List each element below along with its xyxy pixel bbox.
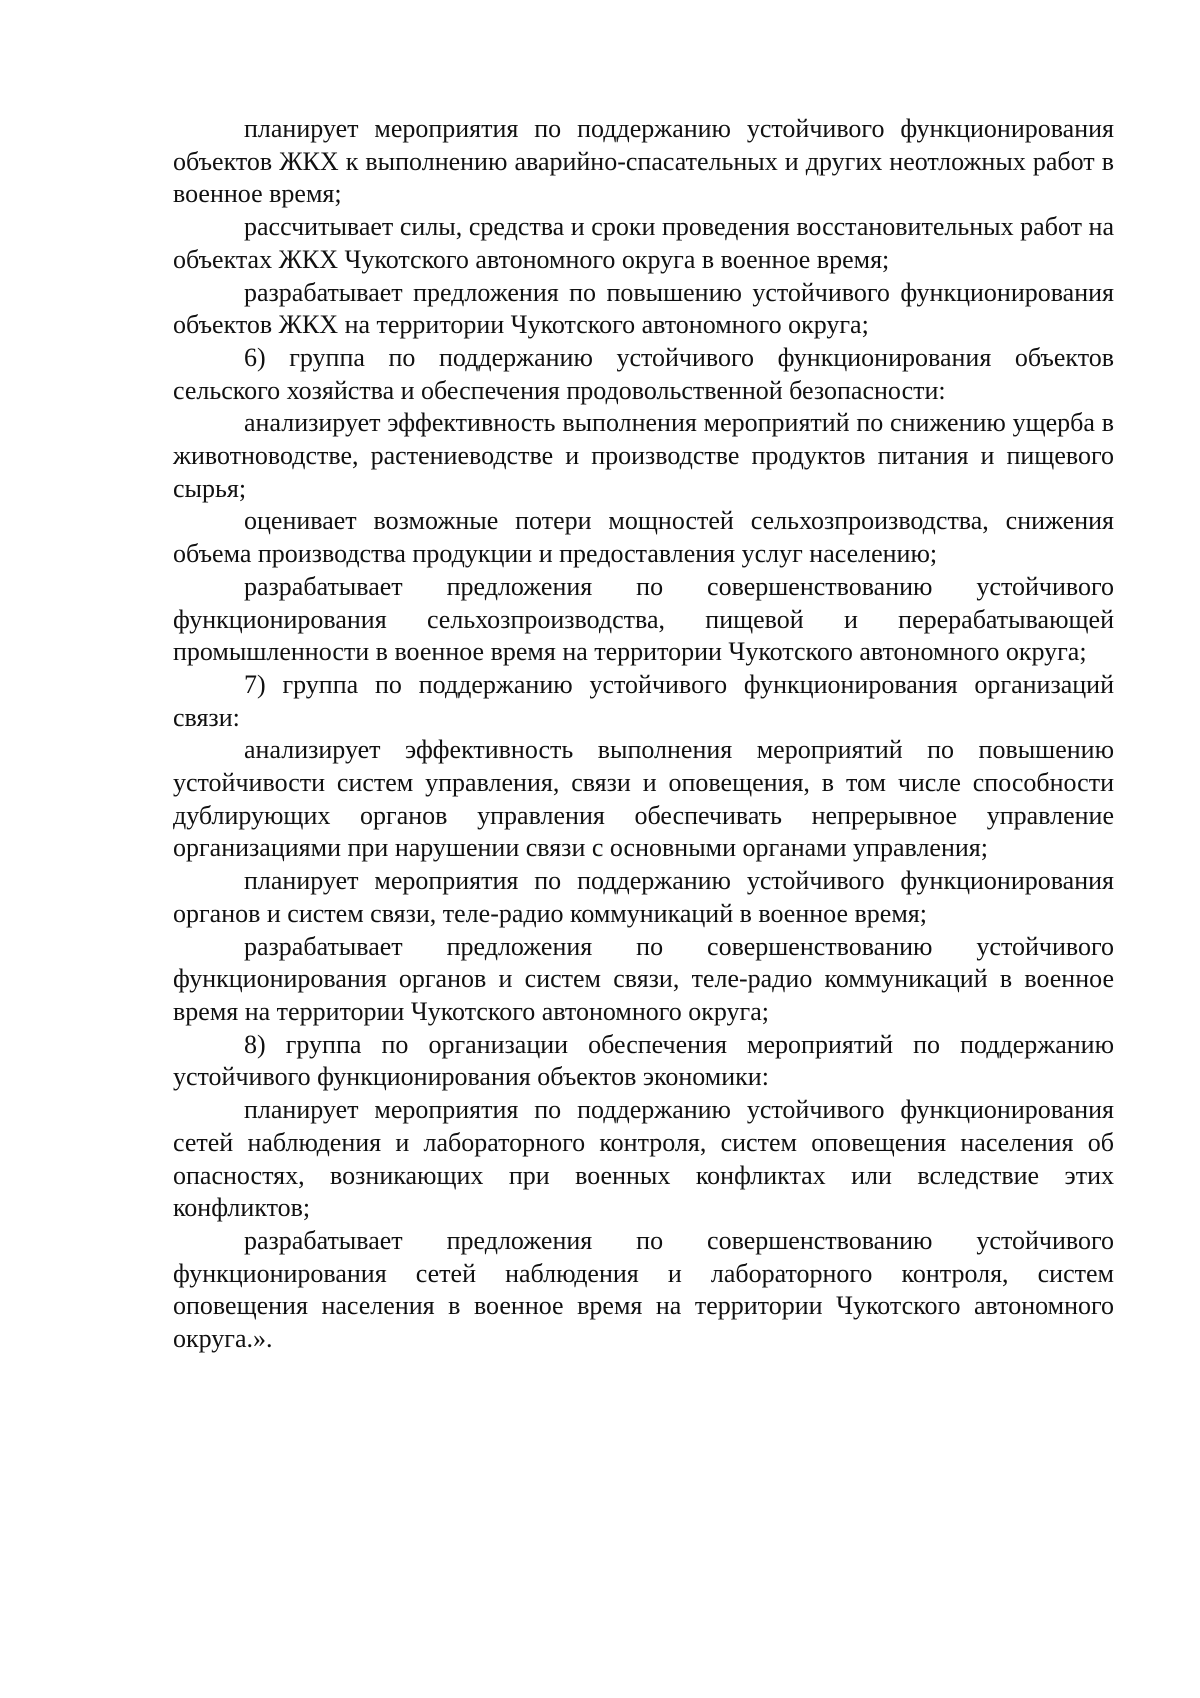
paragraph: разрабатывает предложения по повышению устойчивого функционирования объектов ЖКХ на территории Чукотского автономного округа;	[173, 277, 1114, 340]
paragraph: оценивает возможные потери мощностей сельхозпроизводства, снижения объема производства продукции и предоставления услуг населению;	[173, 506, 1114, 569]
paragraph: разрабатывает предложения по совершенствованию устойчивого функционирования сетей наблюдения и лабораторного контроля, систем оповещения населения в военное время на территории Чукотского автономного округа.».	[173, 1225, 1114, 1354]
paragraph: разрабатывает предложения по совершенствованию устойчивого функционирования органов и систем связи, теле-радио коммуникаций в военное время на территории Чукотского автономного округа;	[173, 931, 1114, 1026]
paragraph: рассчитывает силы, средства и сроки проведения восстановительных работ на объектах ЖКХ Чукотского автономного округа в военное время;	[173, 212, 1114, 274]
paragraph: анализирует эффективность выполнения мероприятий по повышению устойчивости систем управления, связи и оповещения, в том числе способности дублирующих органов управления обеспечивать непрерывное управление организациями при нарушении связи с основными органами управления;	[173, 735, 1114, 863]
paragraph: анализирует эффективность выполнения мероприятий по снижению ущерба в животноводстве, растениеводстве и производстве продуктов питания и пищевого сырья;	[173, 408, 1114, 503]
paragraph: планирует мероприятия по поддержанию устойчивого функционирования объектов ЖКХ к выполнению аварийно-спасательных и других неотложных работ в военное время;	[173, 114, 1114, 209]
paragraph: разрабатывает предложения по совершенствованию устойчивого функционирования сельхозпроизводства, пищевой и перерабатывающей промышленности в военное время на территории Чукотского автономного округа;	[173, 571, 1114, 667]
paragraph: планирует мероприятия по поддержанию устойчивого функционирования органов и систем связи, теле-радио коммуникаций в военное время;	[173, 866, 1114, 928]
paragraph-item-7: 7) группа по поддержанию устойчивого функционирования организаций связи:	[173, 669, 1114, 732]
paragraph-item-8: 8) группа по организации обеспечения мероприятий по поддержанию устойчивого функционирования объектов экономики:	[173, 1029, 1114, 1092]
document-body	[173, 113, 1114, 1356]
paragraph-item-6: 6) группа по поддержанию устойчивого функционирования объектов сельского хозяйства и обеспечения продовольственной безопасности:	[173, 342, 1114, 405]
paragraph: планирует мероприятия по поддержанию устойчивого функционирования сетей наблюдения и лабораторного контроля, систем оповещения населения об опасностях, возникающих при военных конфликтах или вследствие этих конфликтов;	[173, 1095, 1114, 1223]
